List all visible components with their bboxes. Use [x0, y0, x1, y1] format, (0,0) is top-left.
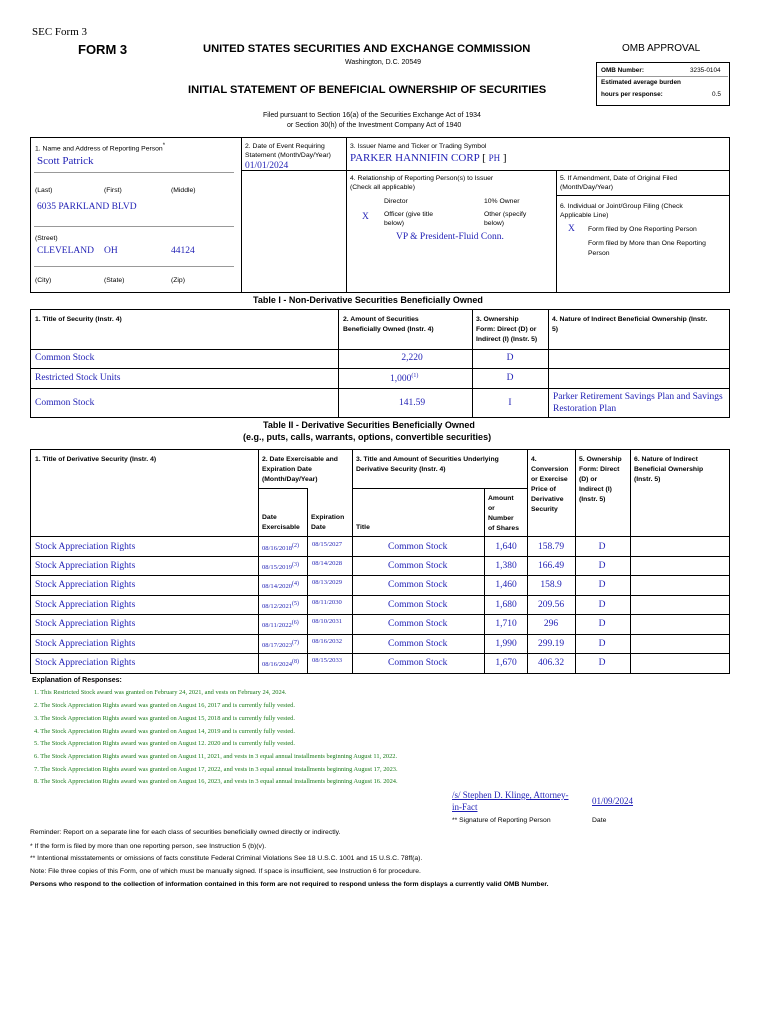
- t2-date-exercisable-1: Date: [262, 514, 277, 521]
- officer-checkmark: X: [362, 212, 369, 222]
- ten-percent-owner-label: 10% Owner: [484, 198, 520, 205]
- box5-label-1: 5. If Amendment, Date of Original Filed: [560, 175, 678, 182]
- t2-shares: 1,680: [495, 600, 517, 610]
- last-label: (Last): [35, 187, 53, 194]
- t2-col3-header-2: Derivative Security (Instr. 4): [356, 466, 446, 473]
- middle-label: (Middle): [171, 187, 196, 194]
- t2-footnote-ref: (2): [292, 543, 300, 549]
- t2-derivative-title: Stock Appreciation Rights: [35, 600, 136, 610]
- footnote-7: 7. The Stock Appreciation Rights award was granted on August 17, 2022, and vests in 3 equal annual installments beginning August 17, 2023.: [34, 766, 398, 773]
- t2-col4-header-3: or Exercise: [531, 476, 568, 483]
- t2-col6-header-3: (Instr. 5): [634, 476, 661, 483]
- box4-label-1: 4. Relationship of Reporting Person(s) to Issuer: [350, 175, 494, 182]
- table2-title-2: (e.g., puts, calls, warrants, options, convertible securities): [243, 432, 492, 442]
- t2-date-exercisable: 08/16/2018: [262, 545, 293, 553]
- issuer-name: PARKER HANNIFIN CORP: [350, 152, 480, 164]
- t2-price: 299.19: [537, 639, 565, 649]
- footnote-2: 2. The Stock Appreciation Rights award was granted on August 16, 2017 and is currently fully vested.: [34, 702, 295, 709]
- omb-number-label: OMB Number:: [601, 67, 644, 74]
- t2-ownership-form: D: [598, 580, 606, 590]
- officer-label-1: Officer (give title: [384, 211, 433, 218]
- t1-ownership-form: I: [508, 398, 512, 408]
- t2-date-exercisable: 08/15/2019: [262, 564, 293, 572]
- t2-ownership-form: D: [598, 619, 606, 629]
- t1-amount-value: 1,000: [390, 374, 412, 385]
- t1-nature-2: Restoration Plan: [553, 404, 617, 414]
- t2-date-exercisable-2: Exercisable: [262, 524, 300, 531]
- t2-derivative-title: Stock Appreciation Rights: [35, 561, 136, 571]
- t2-shares: 1,990: [495, 639, 517, 649]
- t1-col3-header-3: Indirect (I) (Instr. 5): [476, 336, 538, 343]
- t2-shares: 1,670: [495, 658, 517, 668]
- box3-label: 3. Issuer Name and Ticker or Trading Symbol: [350, 143, 487, 150]
- t2-col2-header-2: Expiration Date: [262, 466, 312, 473]
- omb-approval-title: OMB APPROVAL: [622, 43, 701, 54]
- t1-security-title: Common Stock: [35, 398, 95, 408]
- t2-footnote-ref: (6): [291, 620, 299, 626]
- t2-ownership-form: D: [598, 561, 606, 571]
- box2-label-2: Statement (Month/Day/Year): [245, 152, 331, 159]
- filed-pursuant-2: or Section 30(h) of the Investment Company Act of 1940: [287, 122, 462, 129]
- t2-shares: 1,380: [495, 561, 517, 571]
- t2-col6-header-2: Beneficial Ownership: [634, 466, 704, 473]
- footnote-1: 1. This Restricted Stock award was granted on February 24, 2021, and vests on February 24, 2024.: [34, 689, 287, 696]
- one-person-checkmark: X: [568, 224, 575, 234]
- t2-price: 209.56: [537, 600, 565, 610]
- signature-line-2: in-Fact: [452, 802, 478, 812]
- agency-location: Washington, D.C. 20549: [345, 59, 422, 66]
- t1-col2-header-2: Beneficially Owned (Instr. 4): [343, 326, 434, 333]
- t2-col5-header-2: Form: Direct: [579, 466, 620, 473]
- explanation-title: Explanation of Responses:: [32, 677, 122, 684]
- box5-label-2: (Month/Day/Year): [560, 184, 614, 191]
- filed-pursuant-1: Filed pursuant to Section 16(a) of the Securities Exchange Act of 1934: [263, 112, 481, 119]
- box1-label: 1. Name and Address of Reporting Person: [35, 145, 163, 153]
- t2-expiration-1: Expiration: [311, 514, 345, 521]
- t1-amount: 2,220: [401, 353, 423, 363]
- t1-col1-header: 1. Title of Security (Instr. 4): [35, 316, 122, 323]
- hours-value: 0.5: [712, 91, 721, 98]
- t2-col5-header-5: (Instr. 5): [579, 496, 606, 503]
- t1-col2-header-1: 2. Amount of Securities: [343, 316, 419, 323]
- t2-amount-header-3: Number: [488, 515, 514, 522]
- t1-security-title: Common Stock: [35, 353, 95, 363]
- t2-footnote-ref: (7): [292, 640, 300, 646]
- t2-amount-header-1: Amount: [488, 495, 514, 502]
- city-label: (City): [35, 277, 52, 284]
- t2-derivative-title: Stock Appreciation Rights: [35, 580, 136, 590]
- t2-underlying-title: Common Stock: [388, 600, 448, 610]
- ticker-symbol: PH: [488, 153, 501, 163]
- note-multiple-persons: * If the form is filed by more than one reporting person, see Instruction 5 (b)(v).: [30, 843, 267, 850]
- t2-expiration-date: 08/15/2033: [312, 657, 343, 664]
- t2-derivative-title: Stock Appreciation Rights: [35, 658, 136, 668]
- table2-title-1: Table II - Derivative Securities Beneficially Owned: [263, 420, 475, 430]
- footnote-5: 5. The Stock Appreciation Rights award was granted on August 12. 2020 and is currently fully vested.: [34, 740, 295, 747]
- more-persons-label-2: Person: [588, 250, 610, 257]
- table1-title: Table I - Non-Derivative Securities Beneficially Owned: [253, 295, 483, 305]
- t2-ownership-form: D: [598, 542, 606, 552]
- t2-col4-header-6: Security: [531, 506, 558, 513]
- t1-col3-header-2: Form: Direct (D) or: [476, 326, 537, 333]
- t2-underlying-title: Common Stock: [388, 619, 448, 629]
- agency-title: UNITED STATES SECURITIES AND EXCHANGE COMMISSION: [203, 43, 531, 55]
- other-label-2: below): [484, 220, 505, 227]
- t2-footnote-ref: (8): [292, 659, 300, 665]
- t2-ownership-form: D: [598, 658, 606, 668]
- zip-value: 44124: [171, 246, 195, 256]
- t2-underlying-title: Common Stock: [388, 561, 448, 571]
- footnote-4: 4. The Stock Appreciation Rights award was granted on August 14, 2019 and is currently fully vested.: [34, 728, 295, 735]
- note-misstatements: ** Intentional misstatements or omissions of facts constitute Federal Criminal Violations See 18 U.S.C. 1001 and 15 U.S.C. 78ff(a).: [30, 855, 423, 862]
- t2-amount-header-4: of Shares: [488, 525, 519, 532]
- hours-label: hours per response:: [601, 91, 663, 98]
- signature-date: 01/09/2024: [592, 796, 634, 806]
- signature-label: ** Signature of Reporting Person: [452, 817, 551, 824]
- t2-date-exercisable: 08/12/2021: [262, 603, 293, 611]
- t2-footnote-ref: (4): [292, 581, 300, 587]
- t1-col3-header-1: 3. Ownership: [476, 316, 519, 323]
- t2-price: 158.9: [540, 580, 562, 590]
- t2-col3-header-1: 3. Title and Amount of Securities Underlying: [356, 456, 499, 463]
- footnote-6: 6. The Stock Appreciation Rights award was granted on August 11, 2021, and vests in 3 equal annual installments beginning August 11, 2022.: [34, 753, 398, 760]
- box2-label-1: 2. Date of Event Requiring: [245, 143, 325, 150]
- t2-col5-header-1: 5. Ownership: [579, 456, 622, 463]
- t2-ownership-form: D: [598, 639, 606, 649]
- t2-col6-header-1: 6. Nature of Indirect: [634, 456, 698, 463]
- reporting-person-name: Scott Patrick: [37, 155, 94, 167]
- state-value: OH: [104, 246, 118, 256]
- officer-title: VP & President-Fluid Conn.: [396, 232, 504, 242]
- one-person-label: Form filed by One Reporting Person: [588, 226, 697, 233]
- t2-expiration-2: Date: [311, 524, 326, 531]
- t2-shares: 1,460: [495, 580, 517, 590]
- street-label: (Street): [35, 235, 58, 242]
- burden-label: Estimated average burden: [601, 79, 681, 86]
- t2-amount-header-2: or: [488, 505, 495, 512]
- t1-amount: 141.59: [398, 398, 426, 408]
- note-omb: Persons who respond to the collection of information contained in this form are not required to respond unless the form displays a currently valid OMB Number.: [30, 881, 549, 888]
- sec-form-label: SEC Form 3: [32, 26, 88, 38]
- t2-underlying-title: Common Stock: [388, 658, 448, 668]
- t2-price: 406.32: [537, 658, 565, 668]
- box6-label-2: Applicable Line): [560, 212, 609, 219]
- state-label: (State): [104, 277, 125, 284]
- t1-col4-header-1: 4. Nature of Indirect Beneficial Ownership (Instr.: [552, 316, 708, 323]
- t2-expiration-date: 08/16/2032: [312, 638, 343, 645]
- first-label: (First): [104, 187, 122, 194]
- box1-asterisk: *: [162, 143, 166, 149]
- street-value: 6035 PARKLAND BLVD: [37, 202, 137, 212]
- t2-underlying-title: Common Stock: [388, 542, 448, 552]
- director-label: Director: [384, 198, 408, 205]
- t2-shares: 1,640: [495, 542, 517, 552]
- reminder-text: Reminder: Report on a separate line for each class of securities beneficially owned directly or indirectly.: [30, 829, 341, 836]
- t2-price: 166.49: [537, 561, 565, 571]
- officer-label-2: below): [384, 220, 405, 227]
- zip-label: (Zip): [171, 277, 185, 284]
- date-label: Date: [592, 817, 607, 824]
- t2-expiration-date: 08/11/2030: [312, 599, 342, 606]
- city-value: CLEVELAND: [37, 246, 94, 256]
- t2-col4-header-1: 4.: [531, 456, 537, 463]
- t2-price: 296: [543, 619, 559, 629]
- t2-footnote-ref: (5): [292, 601, 300, 607]
- t2-date-exercisable: 08/14/2020: [262, 583, 293, 591]
- t2-price: 158.79: [537, 542, 565, 552]
- t1-nature-1: Parker Retirement Savings Plan and Savings: [553, 392, 723, 402]
- t2-expiration-date: 08/15/2027: [312, 541, 343, 548]
- other-label-1: Other (specify: [484, 211, 527, 218]
- t2-underlying-title: Common Stock: [388, 580, 448, 590]
- box6-label-1: 6. Individual or Joint/Group Filing (Check: [560, 203, 683, 210]
- t2-expiration-date: 08/10/2031: [312, 618, 343, 625]
- t2-col2-header-1: 2. Date Exercisable and: [262, 456, 338, 463]
- t2-expiration-date: 08/14/2028: [312, 560, 343, 567]
- t2-derivative-title: Stock Appreciation Rights: [35, 542, 136, 552]
- ticker-close: ]: [502, 152, 507, 164]
- t2-date-exercisable: 08/11/2022: [262, 622, 292, 630]
- t1-amount: [390, 373, 418, 384]
- box4-label-2: (Check all applicable): [350, 184, 415, 191]
- t2-col2-header-3: (Month/Day/Year): [262, 476, 318, 483]
- footnote-8: 8. The Stock Appreciation Rights award was granted on August 16, 2023, and vests in 3 equal annual installments beginning August 16. 2024.: [34, 778, 398, 785]
- t2-underlying-title-header: Title: [356, 524, 370, 531]
- event-date: 01/01/2024: [245, 161, 289, 171]
- t1-security-title: Restricted Stock Units: [35, 373, 121, 383]
- t2-derivative-title: Stock Appreciation Rights: [35, 639, 136, 649]
- t1-ownership-form: D: [506, 373, 514, 383]
- more-persons-label-1: Form filed by More than One Reporting: [588, 240, 706, 247]
- t2-derivative-title: Stock Appreciation Rights: [35, 619, 136, 629]
- t2-col4-header-5: Derivative: [531, 496, 564, 503]
- t2-date-exercisable: 08/17/2023: [262, 642, 293, 650]
- t2-underlying-title: Common Stock: [388, 639, 448, 649]
- t2-col4-header-2: Conversion: [531, 466, 569, 473]
- t2-footnote-ref: (3): [292, 562, 300, 568]
- t2-date-exercisable: 08/16/2024: [262, 661, 293, 669]
- t2-col4-header-4: Price of: [531, 486, 556, 493]
- form-title: INITIAL STATEMENT OF BENEFICIAL OWNERSHIP OF SECURITIES: [188, 84, 547, 96]
- ticker-open: [: [482, 152, 486, 164]
- t1-footnote-ref: (1): [411, 373, 419, 379]
- t2-expiration-date: 08/13/2029: [312, 579, 343, 586]
- note-copies: Note: File three copies of this Form, one of which must be manually signed. If space is insufficient, see Instruction 6 for procedure.: [30, 868, 421, 875]
- t2-shares: 1,710: [495, 619, 517, 629]
- signature-line-1: /s/ Stephen D. Klinge, Attorney-: [452, 790, 569, 800]
- t2-col5-header-4: Indirect (I): [579, 486, 612, 493]
- t2-ownership-form: D: [598, 600, 606, 610]
- footnote-3: 3. The Stock Appreciation Rights award was granted on August 15, 2018 and is currently fully vested.: [34, 715, 295, 722]
- t1-col4-header-2: 5): [552, 326, 559, 333]
- omb-number: 3235-0104: [690, 67, 721, 74]
- form-number: FORM 3: [78, 42, 128, 57]
- t1-ownership-form: D: [506, 353, 514, 363]
- t2-col1-header: 1. Title of Derivative Security (Instr. 4): [35, 456, 157, 463]
- t2-col5-header-3: (D) or: [579, 476, 598, 483]
